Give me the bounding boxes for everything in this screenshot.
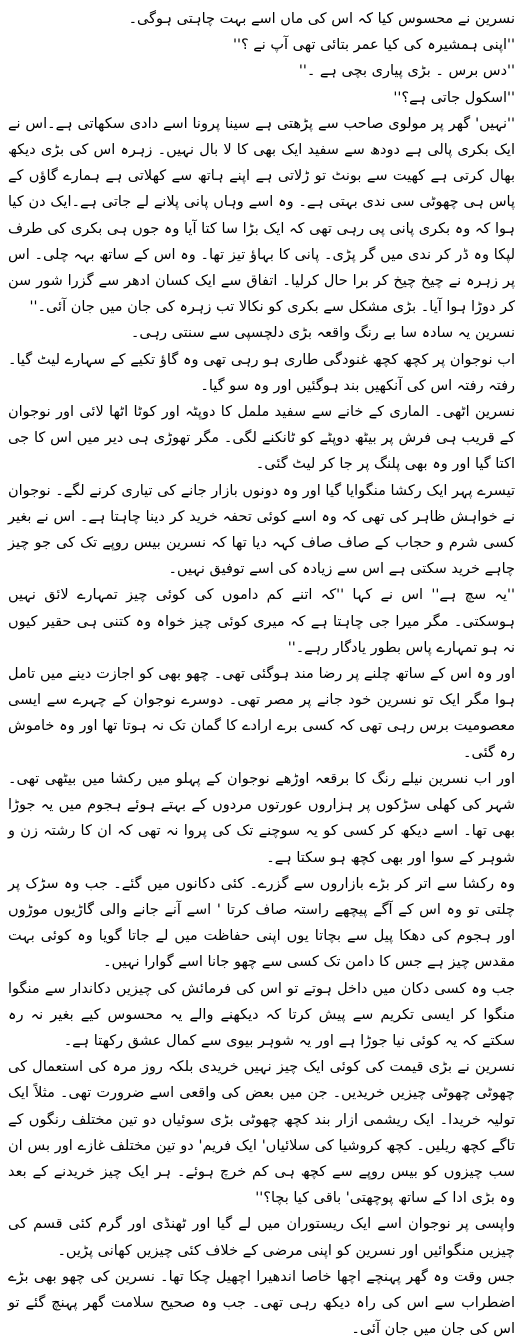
paragraph: اور وہ اس کے ساتھ چلنے پر رضا مند ہوگئی تھی۔ چھو بھی کو اجازت دینے میں تامل ہوا مگر ایک تو نسرین خود جانے پر مصر تھی۔ دوسرے نوجوان کے چہرے سے ایسی معصومیت برس رہی تھی کہ کسی برے ارادے کا گمان تک نہ ہوتا تھا اور وہ خاموش رہ گئی۔ bbox=[8, 666, 515, 761]
dialogue-line: ''یہ سچ ہے'' اس نے کہا ''کہ اتنے کم داموں کی کوئی چیز تمہارے لائق نہیں ہوسکتی۔ مگر میرا جی چاہتا ہے کہ میری کوئی چیز خواہ وہ کتنی ہی حقیر کیوں نہ ہو تمہارے پاس بطور یادگار رہے۔'' bbox=[8, 587, 515, 656]
paragraph: اور اب نسرین نیلے رنگ کا برقعہ اوڑھے نوجوان کے پہلو میں رکشا میں بیٹھی تھی۔ شہر کی کھلی سڑکوں پر ہزاروں عورتوں مردوں کے بہتے ہوئے ہجوم میں یہ جوڑا بھی تھا۔ اسے دیکھ کر کسی کو یہ سوچنے تک کی پروا نہ تھی کہ ان کا رشتہ زن و شوہر کے سوا اور بھی کچھ ہو سکتا ہے۔ bbox=[8, 770, 515, 866]
paragraph: جب وہ کسی دکان میں داخل ہوتے تو اس کی فرمائش کی چیزیں دکاندار سے منگوا منگوا کر ایسی تکریم سے پیش کرتا کہ دیکھنے والے یہ محسوس کیے بغیر نہ رہ سکتے کہ یہ کوئی نیا جوڑا ہے اور یہ شوہر بیوی سے کمال عشق رکھتا ہے۔ bbox=[8, 980, 515, 1049]
paragraph: جس وقت وہ گھر پہنچے اچھا خاصا اندھیرا اچھیل چکا تھا۔ نسرین کی چھو بھی بڑے اضطراب سے اس کی راہ دیکھ رہی تھی۔ جب وہ صحیح سلامت گھر پہنچ گئے تو اس کی جان میں جان آئی۔ bbox=[8, 1268, 515, 1338]
paragraph: وہ رکشا سے اتر کر بڑے بازاروں سے گزرے۔ کئی دکانوں میں گئے۔ جب وہ سڑک پر چلتی تو وہ اس کے آگے پیچھے راستہ صاف کرتا ' اسے آنے جانے والی گاڑیوں موڑوں اور ہجوم کی دھکا پیل سے بچاتا یوں اپنی حفاظت میں لے جاتا گویا وہ کوئی بہت مقدس چیز ہے جس کا دامن تک کسی سے چھو جانا اسے گوارا نہیں۔ bbox=[8, 875, 515, 971]
dialogue-line: ''اسکول جاتی ہے؟'' bbox=[393, 89, 515, 106]
paragraph: نسرین نے بڑی قیمت کی کوئی ایک چیز نہیں خریدی بلکہ روز مرہ کی استعمال کی چھوٹی چھوٹی چیزیں خریدیں۔ جن میں بعض کی واقعی اسے ضرورت تھی۔ مثلاً ایک تولیہ خریدا۔ ایک ریشمی ازار بند کچھ چھوٹی بڑی سوئیاں دو تین مختلف رنگوں کے تاگے کچھ ریلیں۔ کچھ کروشیا کی سلائیاں' ایک فریم' دو تین مختلف غازے اور بس ان سب چیزوں کو بیس روپے سے کچھ ہی کم خرچ ہوئے۔ ہر ایک چیز خریدنے کے بعد وہ بڑی ادا کے ساتھ پوچھتی' باقی کیا بچا؟'' bbox=[8, 1059, 515, 1207]
paragraph: اب نوجوان پر کچھ کچھ غنودگی طاری ہو رہی تھی وہ گاؤ تکیے کے سہارے لیٹ گیا۔ رفتہ رفتہ اس کی آنکھیں بند ہوگئیں اور وہ سو گیا۔ bbox=[8, 351, 515, 394]
paragraph: واپسی پر نوجوان اسے ایک ریستوران میں لے گیا اور ٹھنڈی اور گرم کئی قسم کی چیزیں منگوائیں اور نسرین کو اپنی مرضی کے خلاف کئی چیزیں کھانی پڑیں۔ bbox=[8, 1216, 515, 1259]
dialogue-line: ''دس برس ۔ بڑی پیاری بچی ہے ۔'' bbox=[298, 63, 515, 80]
paragraph: ''نہیں' گھر پر مولوی صاحب سے پڑھتی ہے سینا پرونا اسے دادی سکھاتی ہے۔اس نے ایک بکری پالی ہے دودھ سے سفید ایک بھی کا لا بال نہیں۔ زہرہ اس کی بڑی دیکھ بھال کرتی ہے کھیت سے بونٹ تو ڑلاتی ہے اپنے ہاتھ سے کھلاتی ہے ہمارے گاؤں کے پاس ہی چھوٹی سی ندی بہتی ہے۔ وہ اسے وہاں پانی پلانے لے جاتی ہے۔ایک دن کیا ہوا کہ وہ بکری پانی پی رہی تھی کہ ایک بڑا سا کتا آیا وہ جوں ہی بکری کی طرف لپکا وہ ڈر کر ندی میں گر پڑی۔ پانی کا بہاؤ تیز تھا۔ وہ اس کے ساتھ بہہ چلی۔ اس پر زہرہ نے چیخ چیخ کر برا حال کرلیا۔ اتفاق سے ایک کسان ادھر سے گزرا شور سن کر دوڑا ہوا آیا۔ بڑی مشکل سے بکری کو نکالا تب زہرہ کی جان میں جان آئی۔'' bbox=[8, 115, 515, 316]
dialogue-line: ''اپنی ہمشیرہ کی کیا عمر بتائی تھی آپ نے ؟'' bbox=[232, 37, 515, 54]
paragraph: نسرین اٹھی۔ الماری کے خانے سے سفید ململ کا دوپٹہ اور کوٹا اٹھا لائی اور نوجوان کے قریب ہی فرش پر بیٹھ دوپٹے کو ٹانکنے لگی۔ مگر تھوڑی ہی دیر میں اس کا جی اکتا گیا اور وہ بھی پلنگ پر جا کر لیٹ گئی۔ bbox=[8, 404, 515, 473]
paragraph: نسرین یہ سادہ سا بے رنگ واقعہ بڑی دلچسپی سے سنتی رہی۔ bbox=[130, 325, 515, 342]
paragraph: تیسرے پہر ایک رکشا منگوایا گیا اور وہ دونوں بازار جانے کی تیاری کرنے لگے۔ نوجوان نے خواہش ظاہر کی تھی کہ وہ اسے کوئی تحفہ خرید کر دینا چاہتا ہے۔ اس نے بغیر کسی شرم و حجاب کے صاف صاف کہہ دیا تھا کہ نسرین بیس روپے تک کی جو چیز چاہے خرید سکتی ہے اس سے زیادہ کی اسے توفیق نہیں۔ bbox=[8, 482, 515, 578]
paragraph: نسرین نے محسوس کیا کہ اس کی ماں اسے بہت چاہتی ہوگی۔ bbox=[128, 11, 515, 27]
